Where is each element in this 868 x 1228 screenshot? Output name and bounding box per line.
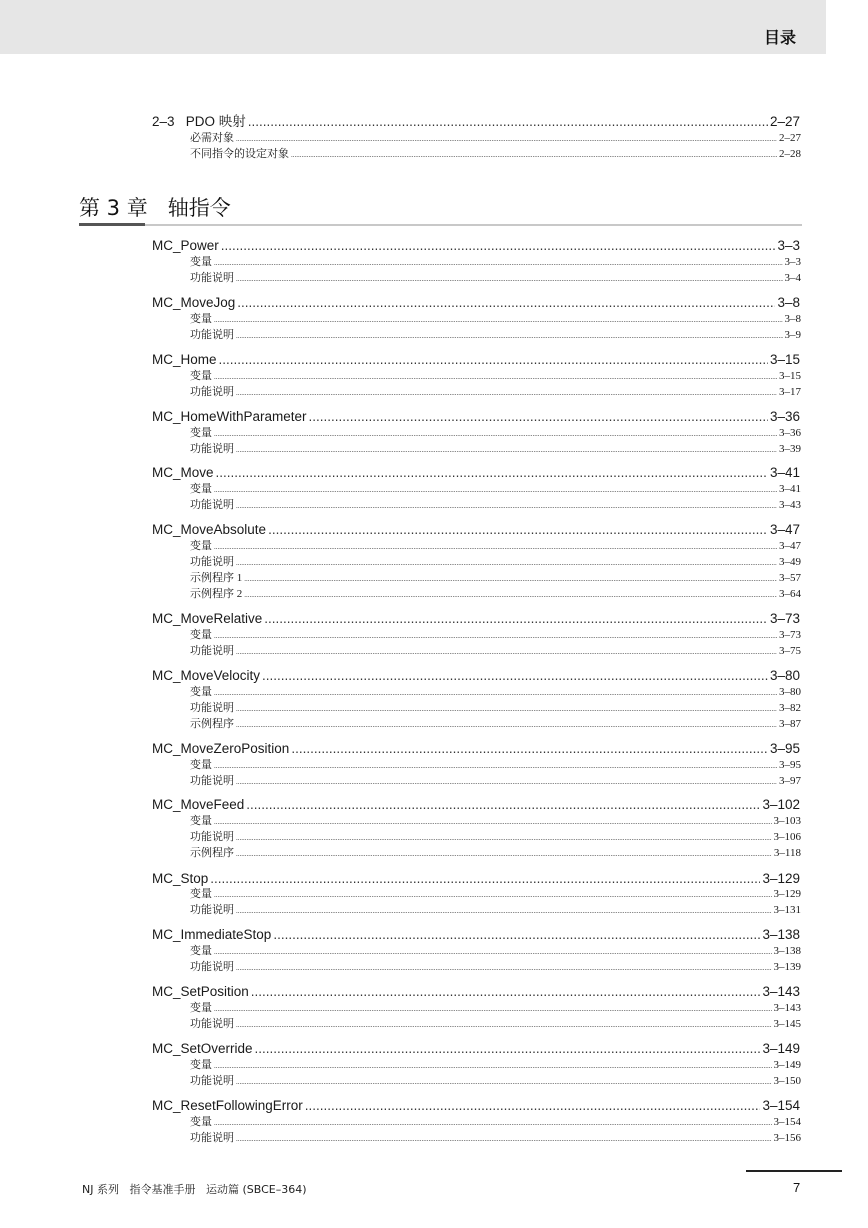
toc-subentry[interactable] bbox=[190, 587, 801, 601]
toc-subentry[interactable] bbox=[190, 1074, 801, 1088]
toc-entry-page: 2–27 bbox=[769, 114, 800, 129]
toc-entry[interactable] bbox=[152, 409, 800, 425]
toc-subentry[interactable] bbox=[190, 814, 801, 828]
dot-leader bbox=[236, 329, 783, 343]
toc-entry[interactable] bbox=[152, 741, 800, 757]
dot-leader bbox=[236, 702, 777, 716]
dot-leader bbox=[214, 483, 777, 497]
toc-subentry-page: 3–154 bbox=[773, 1116, 801, 1128]
dot-leader bbox=[236, 904, 772, 918]
header-title: 目录 bbox=[763, 28, 796, 47]
toc-subentry[interactable] bbox=[190, 1001, 801, 1015]
dot-leader bbox=[214, 759, 777, 773]
toc-subentry-page: 3–129 bbox=[773, 888, 801, 900]
dot-leader bbox=[214, 686, 777, 700]
dot-leader bbox=[236, 443, 777, 457]
toc-subentry-label: 变量 bbox=[190, 888, 212, 900]
toc-subentry-page: 3–150 bbox=[773, 1075, 801, 1087]
toc-entry[interactable] bbox=[152, 1041, 800, 1057]
toc-subentry-label: 变量 bbox=[190, 686, 212, 698]
toc-subentry-label: 变量 bbox=[190, 370, 212, 382]
toc-subentry-label: 功能说明 bbox=[190, 1132, 234, 1144]
toc-entry-label: MC_MoveZeroPosition bbox=[152, 741, 290, 756]
dot-leader bbox=[236, 1075, 772, 1089]
toc-entry[interactable] bbox=[152, 797, 800, 813]
dot-leader bbox=[309, 409, 768, 425]
toc-entry[interactable] bbox=[152, 114, 800, 130]
dot-leader bbox=[305, 1098, 761, 1114]
toc-subentry-page: 3–97 bbox=[779, 775, 801, 787]
dot-leader bbox=[214, 370, 777, 384]
toc-subentry-page: 3–103 bbox=[773, 815, 801, 827]
chapter-rule bbox=[79, 223, 145, 226]
toc-subentry-page: 3–131 bbox=[773, 904, 801, 916]
toc-entry-page: 3–80 bbox=[769, 668, 800, 683]
toc-subentry-page: 3–57 bbox=[779, 572, 801, 584]
toc-entry-page: 3–47 bbox=[769, 522, 800, 537]
toc-subentry-label: 功能说明 bbox=[190, 272, 234, 284]
toc-subentry[interactable] bbox=[190, 830, 801, 844]
toc-entry[interactable] bbox=[152, 611, 800, 627]
toc-entry-page: 3–149 bbox=[762, 1041, 800, 1056]
dot-leader bbox=[255, 1041, 761, 1057]
dot-leader bbox=[214, 540, 777, 554]
toc-subentry-label: 变量 bbox=[190, 759, 212, 771]
toc-subentry[interactable] bbox=[190, 887, 801, 901]
toc-entry-page: 3–36 bbox=[769, 409, 800, 424]
toc-subentry-label: 变量 bbox=[190, 629, 212, 641]
toc-subentry-label: 功能说明 bbox=[190, 831, 234, 843]
toc-subentry[interactable] bbox=[190, 960, 801, 974]
toc-subentry-label: 功能说明 bbox=[190, 329, 234, 341]
toc-subentry-page: 3–36 bbox=[779, 427, 801, 439]
toc-entry-label: MC_MoveAbsolute bbox=[152, 522, 267, 537]
dot-leader bbox=[248, 114, 768, 130]
toc-subentry[interactable] bbox=[190, 685, 801, 699]
toc-subentry-page: 3–75 bbox=[779, 645, 801, 657]
dot-leader bbox=[236, 272, 783, 286]
toc-entry-label: MC_MoveRelative bbox=[152, 611, 263, 626]
toc-subentry-label: 示例程序 bbox=[190, 847, 234, 859]
toc-subentry[interactable] bbox=[190, 539, 801, 553]
toc-subentry-page: 3–64 bbox=[779, 588, 801, 600]
dot-leader bbox=[236, 386, 777, 400]
toc-subentry-page: 3–17 bbox=[779, 386, 801, 398]
toc-subentry-page: 3–39 bbox=[779, 443, 801, 455]
toc-subentry-label: 功能说明 bbox=[190, 961, 234, 973]
dot-leader bbox=[216, 465, 768, 481]
toc-entry-page: 3–15 bbox=[769, 352, 800, 367]
toc-subentry-label: 变量 bbox=[190, 256, 212, 268]
toc-entry[interactable] bbox=[152, 871, 800, 887]
dot-leader bbox=[264, 611, 768, 627]
toc-entry-page: 3–138 bbox=[762, 927, 800, 942]
toc-entry-label: MC_Power bbox=[152, 238, 219, 253]
toc-entry-label: MC_Move bbox=[152, 465, 214, 480]
toc-subentry-label: 示例程序 1 bbox=[190, 572, 243, 584]
toc-entry-page: 3–102 bbox=[762, 797, 800, 812]
toc-entry[interactable] bbox=[152, 927, 800, 943]
dot-leader bbox=[237, 295, 775, 311]
toc-entry-label: 2–3 PDO 映射 bbox=[152, 114, 246, 129]
toc-subentry-label: 功能说明 bbox=[190, 443, 234, 455]
toc-entry-page: 3–154 bbox=[762, 1098, 800, 1113]
toc-subentry[interactable] bbox=[190, 482, 801, 496]
toc-subentry-label: 变量 bbox=[190, 1002, 212, 1014]
toc-subentry-label: 变量 bbox=[190, 427, 212, 439]
toc-entry-label: MC_ResetFollowingError bbox=[152, 1098, 303, 1113]
toc-subentry-page: 3–80 bbox=[779, 686, 801, 698]
toc-subentry[interactable] bbox=[190, 255, 801, 269]
footer-text: NJ 系列 指令基准手册 运动篇 (SBCE–364) bbox=[82, 1183, 307, 1196]
toc-subentry[interactable] bbox=[190, 1017, 801, 1031]
toc-entry-label: MC_MoveFeed bbox=[152, 797, 245, 812]
dot-leader bbox=[251, 984, 761, 1000]
toc-subentry[interactable] bbox=[190, 701, 801, 715]
toc-subentry-page: 3–149 bbox=[773, 1059, 801, 1071]
toc-subentry-page: 3–143 bbox=[773, 1002, 801, 1014]
toc-subentry-label: 功能说明 bbox=[190, 702, 234, 714]
dot-leader bbox=[236, 132, 777, 146]
toc-entry[interactable] bbox=[152, 668, 800, 684]
chapter-rule bbox=[145, 224, 802, 226]
dot-leader bbox=[214, 815, 772, 829]
toc-subentry-page: 2–27 bbox=[779, 132, 801, 144]
toc-subentry-label: 变量 bbox=[190, 1116, 212, 1128]
toc-subentry[interactable] bbox=[190, 426, 801, 440]
toc-subentry[interactable] bbox=[190, 903, 801, 917]
toc-subentry-page: 3–43 bbox=[779, 499, 801, 511]
toc-subentry-page: 3–15 bbox=[779, 370, 801, 382]
toc-subentry-page: 2–28 bbox=[779, 148, 801, 160]
dot-leader bbox=[214, 1059, 772, 1073]
toc-subentry-page: 3–106 bbox=[773, 831, 801, 843]
toc-subentry-label: 必需对象 bbox=[190, 132, 234, 144]
toc-subentry-label: 变量 bbox=[190, 483, 212, 495]
toc-entry-page: 3–143 bbox=[762, 984, 800, 999]
toc-subentry-label: 不同指令的设定对象 bbox=[190, 148, 289, 160]
toc-subentry-label: 功能说明 bbox=[190, 556, 234, 568]
dot-leader bbox=[236, 775, 777, 789]
dot-leader bbox=[268, 522, 768, 538]
dot-leader bbox=[214, 313, 783, 327]
toc-subentry[interactable] bbox=[190, 442, 801, 456]
dot-leader bbox=[291, 148, 777, 162]
toc-subentry-label: 示例程序 bbox=[190, 718, 234, 730]
dot-leader bbox=[214, 1116, 772, 1130]
toc-subentry-page: 3–82 bbox=[779, 702, 801, 714]
toc-entry-label: MC_SetPosition bbox=[152, 984, 249, 999]
toc-subentry-label: 功能说明 bbox=[190, 1075, 234, 1087]
toc-subentry[interactable] bbox=[190, 271, 801, 285]
toc-subentry-label: 功能说明 bbox=[190, 1018, 234, 1030]
toc-subentry[interactable] bbox=[190, 369, 801, 383]
toc-subentry-label: 功能说明 bbox=[190, 645, 234, 657]
toc-subentry[interactable] bbox=[190, 385, 801, 399]
toc-subentry-label: 功能说明 bbox=[190, 499, 234, 511]
toc-subentry-page: 3–8 bbox=[784, 313, 801, 325]
toc-entry[interactable] bbox=[152, 984, 800, 1000]
dot-leader bbox=[236, 1132, 772, 1146]
toc-subentry[interactable] bbox=[190, 774, 801, 788]
dot-leader bbox=[236, 847, 772, 861]
toc-subentry[interactable] bbox=[190, 944, 801, 958]
toc-entry-label: MC_ImmediateStop bbox=[152, 927, 272, 942]
toc-subentry[interactable] bbox=[190, 555, 801, 569]
dot-leader bbox=[273, 927, 760, 943]
toc-subentry-page: 3–138 bbox=[773, 945, 801, 957]
toc-subentry-page: 3–41 bbox=[779, 483, 801, 495]
toc-entry-page: 3–73 bbox=[769, 611, 800, 626]
toc-subentry-label: 变量 bbox=[190, 1059, 212, 1071]
toc-subentry[interactable] bbox=[190, 1058, 801, 1072]
toc-subentry[interactable] bbox=[190, 644, 801, 658]
dot-leader bbox=[236, 556, 777, 570]
dot-leader bbox=[236, 961, 772, 975]
toc-entry-page: 3–129 bbox=[762, 871, 800, 886]
toc-subentry[interactable] bbox=[190, 328, 801, 342]
dot-leader bbox=[214, 1002, 772, 1016]
header-bar bbox=[0, 0, 826, 54]
toc-entry-label: MC_Home bbox=[152, 352, 217, 367]
page-number: 7 bbox=[793, 1180, 801, 1195]
toc-subentry-label: 功能说明 bbox=[190, 904, 234, 916]
toc-subentry-label: 变量 bbox=[190, 945, 212, 957]
toc-subentry[interactable] bbox=[190, 758, 801, 772]
toc-subentry-page: 3–87 bbox=[779, 718, 801, 730]
toc-entry-page: 3–3 bbox=[777, 238, 800, 253]
dot-leader bbox=[236, 831, 772, 845]
toc-entry-label: MC_SetOverride bbox=[152, 1041, 253, 1056]
dot-leader bbox=[244, 572, 777, 586]
toc-subentry[interactable] bbox=[190, 1115, 801, 1129]
toc-subentry-page: 3–9 bbox=[784, 329, 801, 341]
toc-entry-page: 3–8 bbox=[777, 295, 800, 310]
toc-subentry-label: 变量 bbox=[190, 815, 212, 827]
dot-leader bbox=[262, 668, 768, 684]
toc-subentry-label: 变量 bbox=[190, 540, 212, 552]
toc-entry-label: MC_MoveJog bbox=[152, 295, 236, 310]
toc-subentry[interactable] bbox=[190, 571, 801, 585]
toc-entry[interactable] bbox=[152, 465, 800, 481]
toc-subentry-label: 示例程序 2 bbox=[190, 588, 243, 600]
dot-leader bbox=[214, 256, 783, 270]
toc-subentry-page: 3–4 bbox=[784, 272, 801, 284]
toc-subentry-label: 功能说明 bbox=[190, 775, 234, 787]
dot-leader bbox=[291, 741, 768, 757]
toc-subentry-page: 3–3 bbox=[784, 256, 801, 268]
toc-subentry-page: 3–49 bbox=[779, 556, 801, 568]
toc-subentry[interactable] bbox=[190, 147, 801, 161]
dot-leader bbox=[244, 588, 777, 602]
toc-entry-page: 3–41 bbox=[769, 465, 800, 480]
toc-subentry-page: 3–73 bbox=[779, 629, 801, 641]
toc-subentry-label: 变量 bbox=[190, 313, 212, 325]
dot-leader bbox=[236, 499, 777, 513]
toc-subentry[interactable] bbox=[190, 628, 801, 642]
chapter-title: 第 3 章 轴指令 bbox=[79, 196, 231, 220]
toc-subentry-page: 3–145 bbox=[773, 1018, 801, 1030]
dot-leader bbox=[214, 945, 772, 959]
toc-entry-page: 3–95 bbox=[769, 741, 800, 756]
toc-subentry[interactable] bbox=[190, 498, 801, 512]
toc-subentry[interactable] bbox=[190, 131, 801, 145]
toc-entry[interactable] bbox=[152, 295, 800, 311]
toc-entry-label: MC_Stop bbox=[152, 871, 209, 886]
toc-entry[interactable] bbox=[152, 238, 800, 254]
toc-entry[interactable] bbox=[152, 352, 800, 368]
dot-leader bbox=[236, 645, 777, 659]
dot-leader bbox=[219, 352, 768, 368]
dot-leader bbox=[236, 718, 777, 732]
toc-subentry-page: 3–95 bbox=[779, 759, 801, 771]
toc-subentry-label: 功能说明 bbox=[190, 386, 234, 398]
dot-leader bbox=[214, 629, 777, 643]
dot-leader bbox=[210, 871, 760, 887]
dot-leader bbox=[214, 888, 772, 902]
toc-entry-label: MC_MoveVelocity bbox=[152, 668, 261, 683]
toc-subentry-page: 3–47 bbox=[779, 540, 801, 552]
toc-subentry-page: 3–139 bbox=[773, 961, 801, 973]
dot-leader bbox=[214, 427, 777, 441]
toc-subentry-page: 3–118 bbox=[773, 847, 801, 859]
dot-leader bbox=[236, 1018, 772, 1032]
toc-entry-label: MC_HomeWithParameter bbox=[152, 409, 307, 424]
toc-entry[interactable] bbox=[152, 522, 800, 538]
dot-leader bbox=[221, 238, 776, 254]
toc-subentry[interactable] bbox=[190, 1131, 801, 1145]
toc-entry[interactable] bbox=[152, 1098, 800, 1114]
toc-subentry[interactable] bbox=[190, 312, 801, 326]
dot-leader bbox=[246, 797, 760, 813]
toc-subentry[interactable] bbox=[190, 717, 801, 731]
footer-rule bbox=[746, 1170, 842, 1172]
toc-subentry[interactable] bbox=[190, 846, 801, 860]
toc-subentry-page: 3–156 bbox=[773, 1132, 801, 1144]
